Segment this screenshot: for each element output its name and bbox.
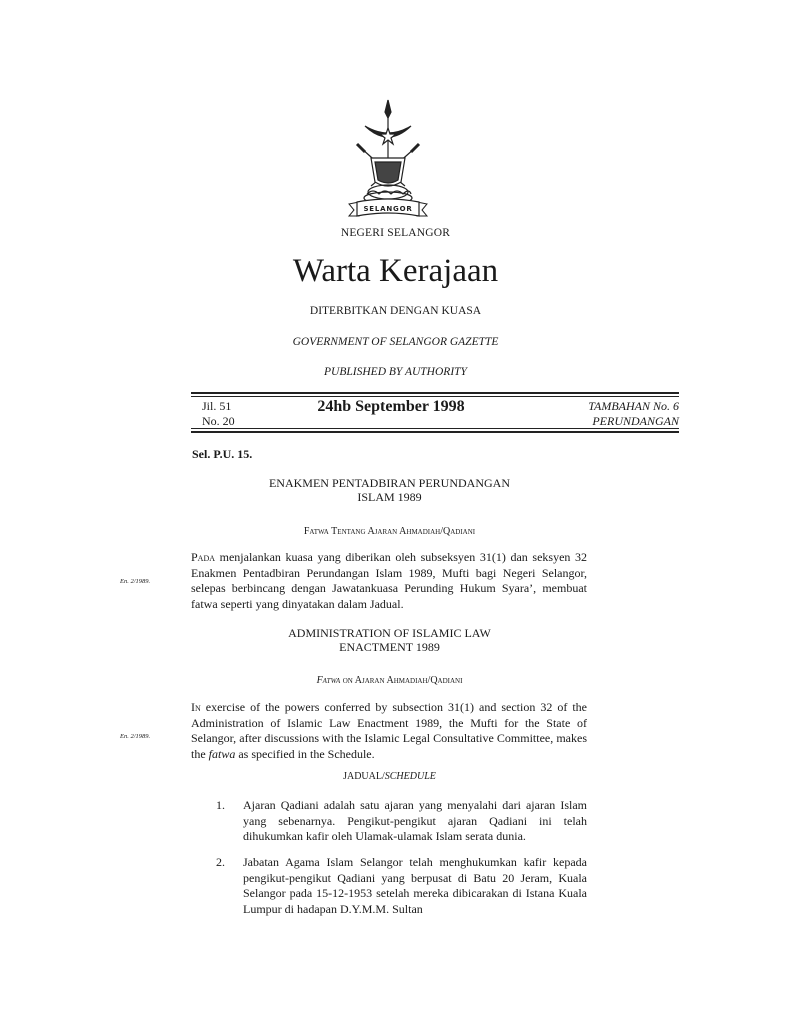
enactment-heading-en-line1: ADMINISTRATION OF ISLAMIC LAW (288, 626, 491, 640)
state-name: NEGERI SELANGOR (340, 227, 451, 239)
reference-number: Sel. P.U. 15. (192, 447, 253, 461)
margin-note-ms: En. 2/1989. (120, 578, 151, 585)
fatwa-title-en (191, 674, 588, 688)
top-rule-thick (191, 392, 679, 394)
published-ms: DITERBITKAN DENGAN KUASA (309, 305, 482, 317)
paragraph-ms-lead: Pada (191, 550, 216, 564)
enactment-heading-ms-line2: ISLAM 1989 (357, 490, 422, 504)
paragraph-en (191, 700, 587, 762)
schedule-heading (191, 770, 588, 784)
paragraph-ms-body: menjalankan kuasa yang diberikan oleh subseksyen 31(1) dan seksyen 32 Enakmen Pentadbiran Perundangan Islam 1989, Mufti bagi Negeri Selangor, selepas berbincang dengan Jawatankuasa Perunding Hukum Syara’, membuat fatwa seperti yang dinyatakan dalam Jadual. (191, 550, 587, 611)
enactment-heading-en (191, 626, 588, 654)
gazette-title: Warta Kerajaan (292, 253, 499, 289)
fatwa-title-en-rest: on Ajaran Ahmadiah/Qadiani (340, 675, 463, 686)
selangor-crest-emblem (343, 98, 433, 226)
paragraph-en-lead: In (191, 700, 201, 714)
crest-ribbon-label: SELANGOR (363, 205, 413, 213)
fatwa-title-ms: Fatwa Tentang Ajaran Ahmadiah/Qadiani (303, 526, 476, 537)
schedule-item-number: 2. (216, 855, 225, 869)
published-en: PUBLISHED BY AUTHORITY (324, 366, 467, 378)
schedule-label-ms: JADUAL/ (343, 771, 385, 782)
schedule-item-number: 1. (216, 798, 225, 812)
enactment-heading-en-line2: ENACTMENT 1989 (339, 640, 440, 654)
enactment-heading-ms-line1: ENAKMEN PENTADBIRAN PERUNDANGAN (268, 476, 511, 490)
gazette-en: GOVERNMENT OF SELANGOR GAZETTE (292, 336, 499, 348)
enactment-heading-ms (191, 476, 588, 504)
schedule-item-text: Ajaran Qadiani adalah satu ajaran yang menyalahi dari ajaran Islam yang sebenarnya. Pengikut-pengikut ajaran Qadiani ini telah dihukumkan kafir oleh Ulamak-ulamak Islam serata dunia. (243, 798, 587, 844)
paragraph-en-body: exercise of the powers conferred by subsection 31(1) and section 32 of the Administration of Islamic Law Enactment 1989, the Mufti for the State of Selangor, after discussions with the Islamic Legal Consultative Committee, makes the (191, 700, 587, 761)
schedule-label-en: SCHEDULE (384, 771, 436, 782)
paragraph-ms (191, 550, 587, 612)
paragraph-en-italic: fatwa (208, 746, 236, 761)
issue-number: No. 20 (202, 414, 235, 428)
issue-date: 24hb September 1998 (317, 398, 465, 415)
supplement-type: PERUNDANGAN (592, 414, 679, 428)
fatwa-word: Fatwa (316, 675, 341, 686)
volume: Jil. 51 (202, 399, 232, 413)
bottom-rule-thin (191, 428, 679, 429)
supplement-info (588, 399, 679, 429)
supplement-number: TAMBAHAN No. 6 (588, 399, 679, 413)
bottom-rule-thick (191, 431, 679, 433)
schedule-item-text: Jabatan Agama Islam Selangor telah menghukumkan kafir kepada pengikut-pengikut Qadiani yang berpusat di Batu 20 Jeram, Kuala Selangor pada 15-12-1953 setelah mereka dibicarakan di Istana Kuala Lumpur di hadapan D.Y.M.M. Sultan (243, 855, 587, 916)
paragraph-en-end: as specified in the Schedule. (235, 746, 375, 761)
top-rule-thin (191, 396, 679, 397)
margin-note-en: En. 2/1989. (120, 733, 151, 740)
